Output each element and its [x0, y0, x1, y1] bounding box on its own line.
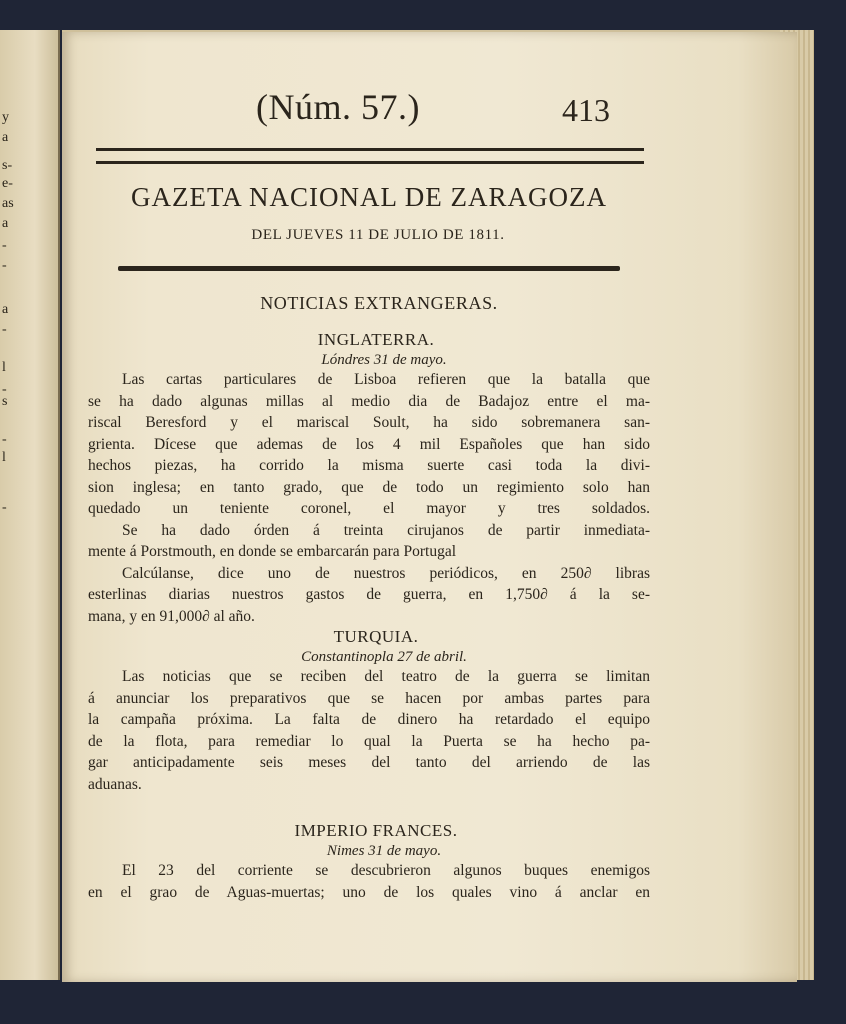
article-paragraph	[88, 563, 650, 628]
issue-number: (Núm. 57.)	[256, 87, 420, 127]
left-page-text-fragment: l	[2, 450, 6, 465]
article-turquia	[88, 627, 650, 795]
left-page-text-fragment: s	[2, 394, 8, 409]
text-line: aduanas.	[88, 775, 142, 793]
left-page-text-fragment: -	[2, 238, 7, 253]
article-place: Nimes 31 de mayo.	[326, 843, 442, 859]
left-page-text-fragment: l	[2, 360, 6, 375]
left-page-text-fragment: -	[2, 500, 7, 515]
header-row	[88, 86, 650, 148]
left-page-text-fragment: -	[2, 258, 7, 273]
text-line: gar anticipadamente seis meses del tanto del arriendo de las	[88, 754, 650, 771]
section-title: NOTICIAS EXTRANGERAS.	[260, 293, 498, 313]
text-line: quedado un teniente coronel, el mayor y tres soldados.	[88, 500, 650, 517]
text-line: Se ha dado órden á treinta cirujanos de partir inmediata-	[122, 521, 650, 539]
article-paragraph	[88, 520, 650, 563]
text-line: hechos piezas, ha corrido la misma suerte casi toda la divi-	[88, 457, 650, 474]
masthead-title: GAZETA NACIONAL DE ZARAGOZA	[130, 182, 608, 212]
article-paragraph	[88, 369, 650, 520]
left-page-text-fragment: as	[2, 196, 14, 211]
text-line: de la flota, para remediar lo qual la Puerta se ha hecho pa-	[88, 732, 650, 750]
article-place: Lóndres 31 de mayo.	[321, 352, 447, 368]
text-line: la campaña próxima. La falta de dinero ha retardado el equipo	[88, 711, 650, 728]
text-line: en el grao de Aguas-muertas; uno de los quales vino á anclar en	[88, 883, 650, 901]
text-line: Las cartas particulares de Lisboa refieren que la batalla que	[122, 371, 650, 388]
left-page-text-fragment: a	[2, 302, 9, 317]
dateline: DEL JUEVES 11 DE JULIO DE 1811.	[251, 227, 505, 243]
page-number: 413	[562, 92, 610, 128]
text-line: riscal Beresford y el mariscal Soult, ha sido sobremanera san-	[88, 414, 650, 431]
text-line: mana, y en 91,000∂ al año.	[88, 607, 255, 625]
article-imperio-frances	[88, 821, 650, 903]
article-country: IMPERIO FRANCES.	[294, 821, 458, 840]
article-country: TURQUIA.	[333, 627, 419, 646]
article-paragraph	[88, 860, 650, 903]
left-page-text-fragment: s-	[2, 158, 13, 173]
article-place: Constantinopla 27 de abril.	[301, 649, 467, 665]
dateline-rule	[118, 266, 620, 271]
left-page-text-fragment: a	[2, 130, 9, 145]
page-content	[88, 86, 650, 903]
text-line: se ha dado algunas millas al medio dia de Badajoz entre el ma-	[88, 392, 650, 410]
text-line: Calcúlanse, dice uno de nuestros periódicos, en 250∂ libras	[122, 564, 650, 582]
left-page-text-fragment: -	[2, 432, 7, 447]
text-line: Las noticias que se reciben del teatro de la guerra se limitan	[122, 668, 650, 685]
article-country: INGLATERRA.	[317, 330, 435, 349]
left-page-text-fragment: y	[2, 110, 9, 125]
text-line: El 23 del corriente se descubrieron algunos buques enemigos	[122, 862, 650, 879]
left-page-text-fragment: e-	[2, 176, 13, 191]
text-line: grienta. Dícese que ademas de los 4 mil Españoles que han sido	[88, 435, 650, 453]
text-line: esterlinas diarias nuestros gastos de guerra, en 1,750∂ á la se-	[88, 586, 650, 603]
text-line: á anunciar los preparativos que se hacen por ambas partes para	[88, 689, 650, 707]
article-inglaterra	[88, 330, 650, 627]
article-paragraph	[88, 666, 650, 795]
left-page-text-fragment: -	[2, 322, 7, 337]
header-rule	[96, 148, 644, 164]
previous-page-edge	[0, 30, 60, 980]
left-page-text-fragment: -	[2, 382, 7, 397]
left-page-text-fragment: a	[2, 216, 9, 231]
text-line: mente á Porstmouth, en donde se embarcarán para Portugal	[88, 543, 457, 560]
text-line: sion inglesa; en tanto grado, que de todo un regimiento solo han	[88, 478, 650, 496]
